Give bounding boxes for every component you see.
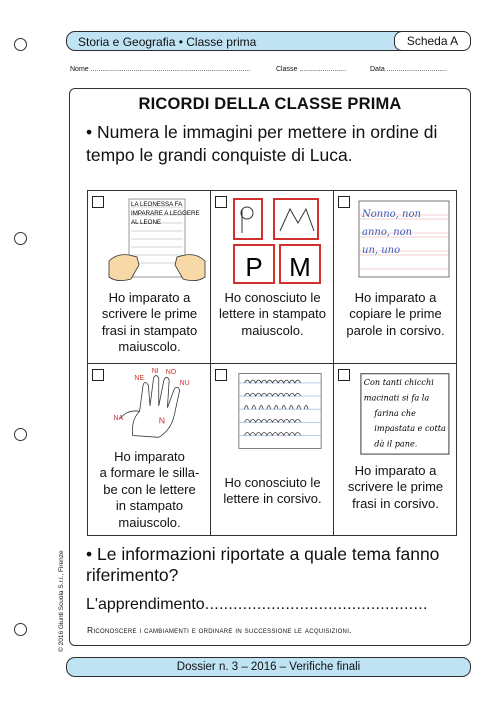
number-checkbox[interactable] (338, 196, 350, 208)
header-bar (66, 31, 471, 51)
card-caption: Ho conosciuto le lettere in stampato maiuscolo. (219, 290, 326, 338)
syllable-label: NA (113, 414, 124, 422)
card-caption (88, 449, 211, 531)
class-field: Classe ........................ (276, 66, 347, 73)
date-field: Data ............................... (370, 66, 448, 73)
objective-note: Riconoscere i cambiamenti e ordinare in successione le acquisizioni. (87, 625, 352, 635)
answer-dots: ............................................... (204, 596, 428, 613)
cursive-line: dà il pane. (374, 438, 418, 449)
number-checkbox[interactable] (92, 196, 104, 208)
caption-line: be con le lettere (103, 481, 196, 497)
caption-line: Ho imparato (114, 449, 185, 464)
sheet-in-hands-icon (107, 195, 207, 287)
caption-line: maiuscolo. (118, 514, 181, 530)
letter-card-text: P (245, 252, 263, 282)
cursive-line: farina che (374, 407, 416, 418)
binder-hole (14, 428, 27, 441)
sheet-line: LA LEONESSA FA (131, 201, 183, 208)
picture-grid (87, 190, 457, 536)
letter-card-text: M (289, 252, 311, 282)
card-1 (88, 191, 211, 363)
cursive-line: Nonno, non (362, 209, 421, 220)
card-caption: Ho conosciuto le lettere in corsivo. (223, 475, 322, 507)
card-4 (88, 364, 211, 536)
cursive-notebook-icon (353, 195, 453, 287)
sheet-line: IMPARARE A LEGGERE (131, 210, 200, 217)
answer-text: L'apprendimento (86, 596, 205, 613)
binder-hole (14, 38, 27, 51)
cursive-line: Con tanti chicchi (363, 377, 434, 388)
card-2 (211, 191, 334, 363)
card-caption: Ho imparato a copiare le prime parole in corsivo. (346, 290, 445, 338)
card-3 (334, 191, 457, 363)
caption-line: a formare le silla- (99, 465, 200, 481)
syllable-label: NO (165, 368, 177, 376)
card-6 (334, 364, 457, 536)
footer-bar: Dossier n. 3 – 2016 – Verifiche finali (66, 657, 471, 677)
cursive-line: impastata e cotta (374, 423, 446, 434)
binder-hole (14, 232, 27, 245)
card-caption: Ho imparato a scrivere le prime frasi in corsivo. (347, 463, 444, 511)
number-checkbox[interactable] (215, 196, 227, 208)
letter-cards-icon (230, 195, 330, 287)
subject-label: Storia e Geografia • Classe prima (78, 35, 257, 49)
worksheet-box (69, 88, 471, 646)
number-checkbox[interactable] (338, 369, 350, 381)
question-1: • Numera le immagini per mettere in ordine di tempo le grandi conquiste di Luca. (86, 122, 438, 165)
cursive-line: macinati si fa la (363, 392, 430, 403)
cursive-exercise-icon (230, 368, 330, 454)
name-field: Nome .................................................................................. (70, 66, 251, 73)
syllable-label: NE (134, 374, 145, 382)
card-caption: Ho imparato a scrivere le prime frasi in stampato maiuscolo. (101, 290, 198, 355)
number-checkbox[interactable] (92, 369, 104, 381)
page-title: RICORDI DELLA CLASSE PRIMA (138, 95, 402, 113)
answer-line (86, 596, 428, 614)
cursive-line: anno, non (362, 227, 413, 238)
binder-hole (14, 623, 27, 636)
syllable-label: N (158, 415, 166, 426)
syllable-label: NU (179, 380, 190, 388)
question-2: • Le informazioni riportate a quale tema fanno riferimento? (86, 544, 440, 585)
sheet-line: AL LEONE (131, 219, 162, 226)
number-checkbox[interactable] (215, 369, 227, 381)
syllable-hand-icon (107, 366, 207, 446)
copyright-text: © 2016 Giunti Scuola S.r.l., Firenze (58, 550, 65, 652)
cursive-line: un, uno (362, 245, 401, 256)
sheet-tab: Scheda A (394, 31, 471, 51)
caption-line: in stampato (115, 498, 184, 514)
card-5 (211, 364, 334, 536)
cursive-sentence-icon (353, 368, 453, 456)
syllable-label: NI (151, 367, 159, 375)
